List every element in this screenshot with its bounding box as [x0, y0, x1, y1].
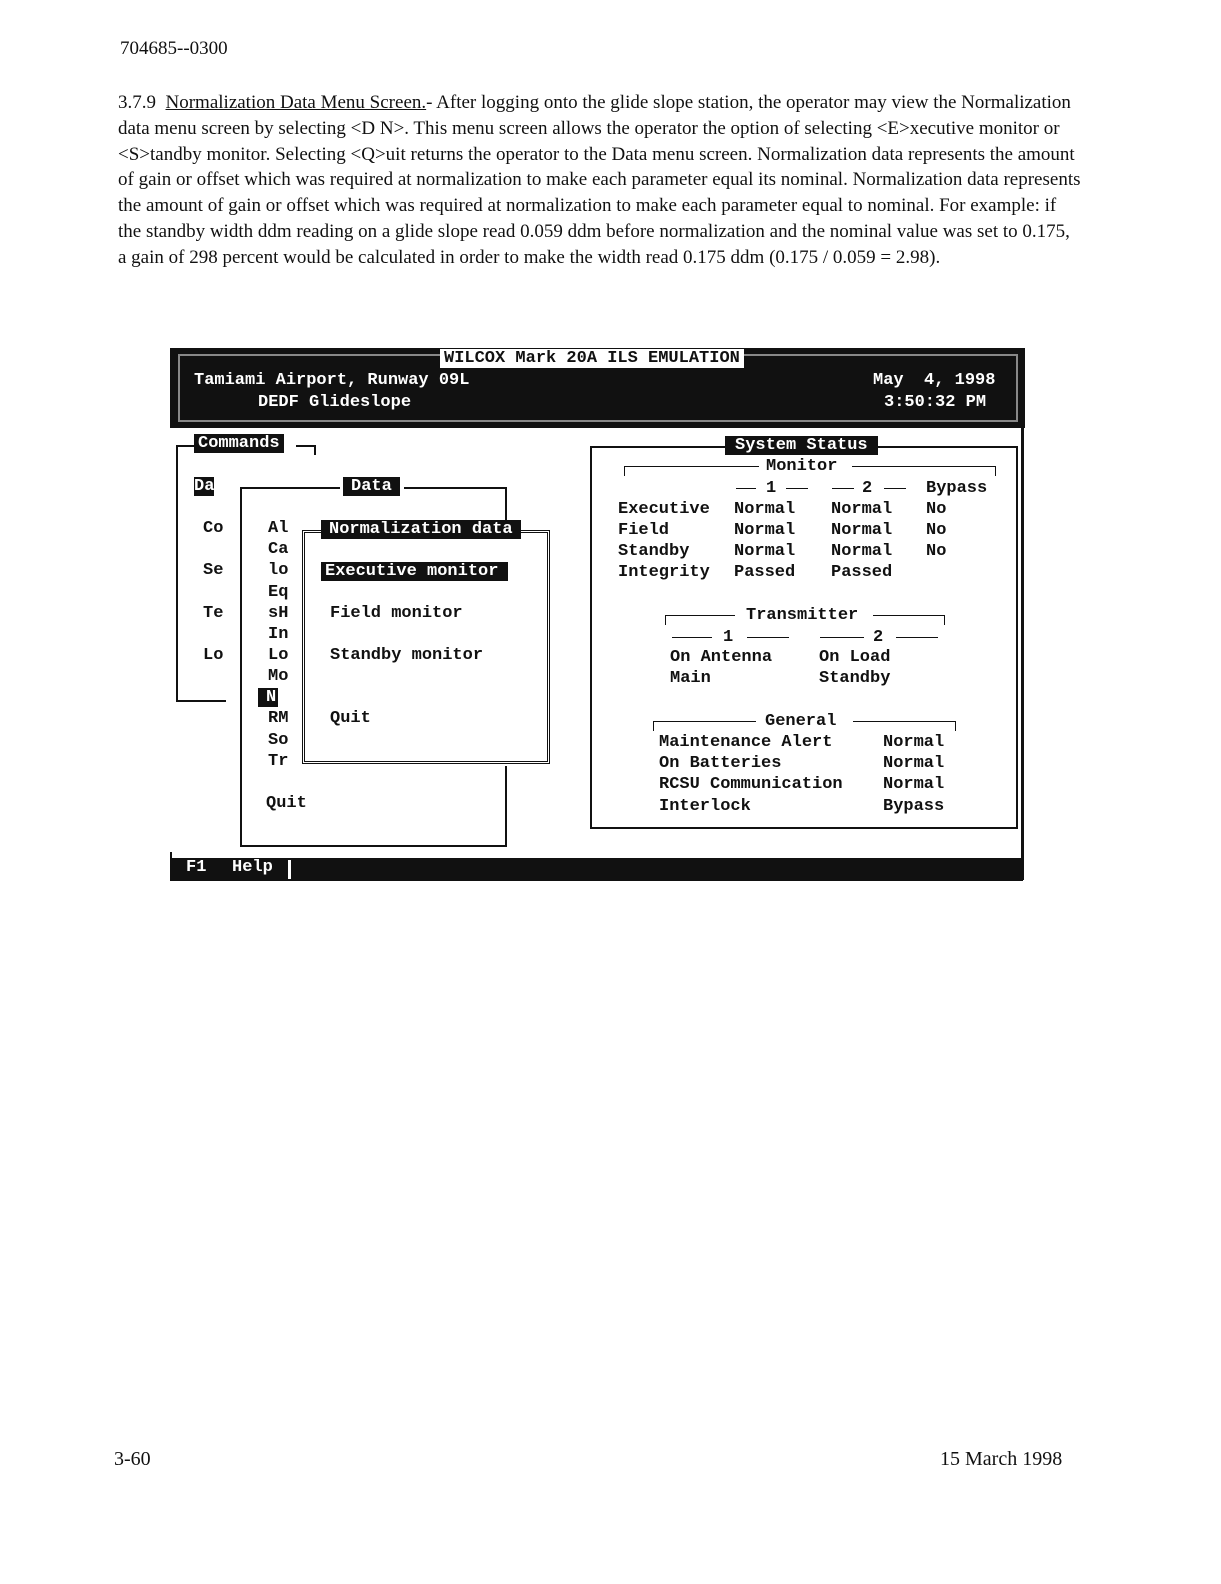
screen-right-border — [1021, 428, 1024, 880]
facility-label: DEDF Glideslope — [258, 393, 412, 412]
general-title: General — [765, 712, 837, 731]
general-rule-right — [853, 721, 956, 722]
monitor-row-bypass: No — [926, 542, 947, 561]
data-item-eq[interactable]: Eq — [268, 583, 289, 602]
data-menu-title: Data — [343, 477, 400, 496]
command-item-lo[interactable]: Lo — [203, 646, 224, 665]
general-row-value: Bypass — [883, 797, 945, 816]
monitor-row-m2: Normal — [831, 521, 893, 540]
col1-dash-left — [736, 488, 756, 489]
monitor-row-m2: Normal — [831, 500, 893, 519]
col2-dash-left — [832, 488, 854, 489]
monitor-row-m1: Normal — [734, 521, 796, 540]
general-row-value: Normal — [883, 733, 945, 752]
monitor-row-m1: Normal — [734, 542, 796, 561]
tx-col2-dash-right — [896, 637, 938, 638]
transmitter-row-t1: Main — [670, 669, 711, 688]
normalization-quit[interactable]: Quit — [330, 709, 371, 728]
footer-date: 15 March 1998 — [940, 1448, 1063, 1470]
monitor-row-bypass: No — [926, 500, 947, 519]
data-item-so[interactable]: So — [268, 731, 289, 750]
data-item-mo[interactable]: Mo — [268, 667, 289, 686]
monitor-bypass-header: Bypass — [926, 479, 988, 498]
general-row-label: Maintenance Alert — [659, 733, 833, 752]
monitor-rule-left — [624, 466, 759, 467]
section-title: Normalization Data Menu Screen. — [165, 92, 427, 113]
data-item-tr[interactable]: Tr — [268, 752, 289, 771]
general-rule-left-tick — [653, 721, 654, 731]
general-row-label: Interlock — [659, 797, 751, 816]
normalization-item-executive[interactable]: Executive monitor — [321, 562, 508, 581]
data-frame-top-left — [240, 487, 340, 489]
general-row-value: Normal — [883, 775, 945, 794]
tx-col1-dash-right — [747, 637, 789, 638]
tx-col2-dash-left — [820, 637, 864, 638]
col2-dash-right — [884, 488, 906, 489]
command-item-co[interactable]: Co — [203, 519, 224, 538]
data-item-al[interactable]: Al — [268, 519, 289, 538]
normalization-menu-title: Normalization data — [321, 520, 521, 539]
command-item-data[interactable]: Da — [194, 477, 215, 496]
monitor-rule-right — [852, 466, 996, 467]
commands-frame-bottom — [176, 700, 226, 702]
data-item-in[interactable]: In — [268, 625, 289, 644]
monitor-rule-left-tick — [624, 466, 625, 476]
status-bar-divider — [288, 860, 291, 879]
data-item-normalization[interactable]: N — [258, 688, 278, 707]
monitor-title: Monitor — [766, 457, 838, 476]
transmitter-title: Transmitter — [746, 606, 859, 625]
transmitter-rule-right — [873, 615, 945, 616]
commands-title-rule — [296, 445, 316, 447]
commands-title: Commands — [194, 434, 284, 453]
general-row-label: On Batteries — [659, 754, 782, 773]
system-status-title: System Status — [725, 436, 878, 455]
help-key[interactable]: F1 — [186, 858, 207, 877]
transmitter-rule-left — [665, 615, 735, 616]
monitor-row-m2: Passed — [831, 563, 893, 582]
transmitter-rule-right-tick — [944, 615, 945, 625]
app-title: WILCOX Mark 20A ILS EMULATION — [440, 349, 744, 368]
commands-title-tick — [314, 445, 316, 455]
data-frame-top-right — [404, 487, 507, 489]
command-item-te[interactable]: Te — [203, 604, 224, 623]
time-label: 3:50:32 PM — [884, 393, 987, 412]
data-frame-gap — [507, 487, 509, 497]
monitor-rule-right-tick — [995, 466, 996, 476]
transmitter-col1-header: 1 — [723, 628, 734, 647]
screen-left-border — [170, 852, 172, 880]
tx-col1-dash-left — [672, 637, 712, 638]
general-rule-right-tick — [955, 721, 956, 731]
normalization-item-standby[interactable]: Standby monitor — [330, 646, 484, 665]
transmitter-row-t1: On Antenna — [670, 648, 773, 667]
normalization-item-field[interactable]: Field monitor — [330, 604, 463, 623]
transmitter-col2-header: 2 — [873, 628, 884, 647]
section-number: 3.7.9 — [118, 92, 156, 113]
location-label: Tamiami Airport, Runway 09L — [194, 371, 470, 390]
monitor-row-m2: Normal — [831, 542, 893, 561]
data-item-ca[interactable]: Ca — [268, 540, 289, 559]
col1-dash-right — [786, 488, 808, 489]
page-number: 3-60 — [114, 1448, 151, 1470]
data-item-lo2[interactable]: Lo — [268, 646, 289, 665]
monitor-col1-header: 1 — [766, 479, 777, 498]
date-label: May 4, 1998 — [873, 371, 996, 390]
general-row-value: Normal — [883, 754, 945, 773]
monitor-col2-header: 2 — [862, 479, 873, 498]
section-paragraph — [118, 90, 1083, 271]
monitor-row-label: Executive — [618, 500, 710, 519]
status-bar — [170, 858, 1023, 881]
section-text: - After logging onto the glide slope station, the operator may view the Normalization data menu screen by selecting <D N>. This menu screen allows the operator the option of selecting <E>xecutive monitor or <S>tandby monitor. Selecting <Q>uit returns the operator to the Data menu screen. Normalization data represents the amount of gain or offset which was required at normalization to make each parameter equal its nominal. Normalization data represents the amount of gain or offset which was required at normalization to make each parameter equal to nominal. For example: if the standby width ddm reading on a glide slope read 0.059 ddm before normalization and the nominal value was set to 0.175, a gain of 298 percent would be calculated in order to make the width read 0.175 ddm (0.175 / 0.059 = 2.98). — [118, 92, 1081, 268]
data-item-sh[interactable]: sH — [268, 604, 289, 623]
monitor-row-bypass: No — [926, 521, 947, 540]
data-item-rm[interactable]: RM — [268, 709, 289, 728]
transmitter-row-t2: On Load — [819, 648, 891, 667]
general-row-label: RCSU Communication — [659, 775, 843, 794]
data-item-lo[interactable]: lo — [268, 561, 289, 580]
command-item-se[interactable]: Se — [203, 561, 224, 580]
monitor-row-label: Standby — [618, 542, 690, 561]
transmitter-rule-left-tick — [665, 615, 666, 625]
document-id: 704685--0300 — [120, 38, 228, 59]
data-menu-quit[interactable]: Quit — [266, 794, 307, 813]
monitor-row-label: Field — [618, 521, 670, 540]
monitor-row-m1: Normal — [734, 500, 796, 519]
monitor-row-label: Integrity — [618, 563, 710, 582]
monitor-row-m1: Passed — [734, 563, 796, 582]
transmitter-row-t2: Standby — [819, 669, 891, 688]
general-rule-left — [653, 721, 756, 722]
help-label[interactable]: Help — [232, 858, 273, 877]
